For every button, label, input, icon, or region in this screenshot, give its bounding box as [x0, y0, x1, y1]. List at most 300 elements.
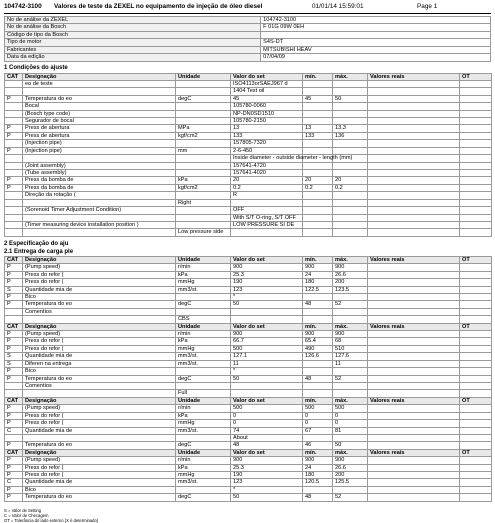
cell-ot	[460, 457, 492, 464]
cell-actual-values	[368, 95, 460, 102]
cell-unit: mm3/st.	[176, 360, 231, 367]
cell-max	[333, 192, 368, 199]
cell-ot	[460, 353, 492, 360]
header-part-number: 104742-3100	[4, 3, 42, 10]
cell-ot	[460, 338, 492, 345]
cell-actual-values	[368, 286, 460, 293]
cell-set-value: OFF	[231, 207, 303, 214]
table-row	[5, 375, 492, 382]
cell-ot	[460, 301, 492, 308]
cell-actual-values	[368, 479, 460, 486]
cell-min	[303, 192, 333, 199]
cell-max	[333, 368, 368, 375]
cell-designation: (Pump speed)	[23, 331, 176, 338]
cell-designation: Comentios	[23, 308, 176, 315]
cell-ot	[460, 162, 492, 169]
cell-ot	[460, 331, 492, 338]
section2-title: 2 Especificação do aju	[4, 240, 69, 247]
cell-cat: P	[5, 271, 23, 278]
cell-min	[303, 390, 333, 397]
cell-unit: mm3/st.	[176, 286, 231, 293]
cell-cat: P	[5, 486, 23, 493]
cell-actual-values	[368, 405, 460, 412]
table-row	[5, 162, 492, 169]
cell-set-value: 900	[231, 457, 303, 464]
cell-cat	[5, 390, 23, 397]
cell-max: 11	[333, 360, 368, 367]
cell-min: 0.2	[303, 184, 333, 191]
cell-designation: Press do refor (	[23, 420, 176, 427]
cell-designation: Temperatura do eo	[23, 375, 176, 382]
table-row	[5, 229, 492, 236]
cell-max: 0	[333, 412, 368, 419]
cell-set-value: 190	[231, 472, 303, 479]
cell-ot	[460, 434, 492, 441]
cell-ot	[460, 308, 492, 315]
cell-actual-values	[368, 420, 460, 427]
table-row	[5, 155, 492, 162]
cell-max	[333, 140, 368, 147]
cell-min: 20	[303, 177, 333, 184]
cell-cat: P	[5, 338, 23, 345]
cell-max: 26.6	[333, 464, 368, 471]
info-table	[4, 16, 491, 62]
cell-designation: Temperatura do eo	[23, 442, 176, 449]
cell-max	[333, 207, 368, 214]
cell-unit: mm3/st.	[176, 427, 231, 434]
cell-cat: P	[5, 184, 23, 191]
cell-ot	[460, 88, 492, 95]
cell-min: 122.5	[303, 286, 333, 293]
cell-designation: Quantidade mia de	[23, 479, 176, 486]
table-row	[5, 271, 492, 278]
full-load-delivery-table	[4, 256, 492, 502]
table-row	[5, 177, 492, 184]
table-row	[5, 301, 492, 308]
cell-unit: mmHg	[176, 345, 231, 352]
cell-designation: Press da bomba de	[23, 184, 176, 191]
cell-actual-values	[368, 442, 460, 449]
cell-max	[333, 118, 368, 125]
cell-cat: P	[5, 264, 23, 271]
cell-ot	[460, 494, 492, 501]
cell-cat: P	[5, 464, 23, 471]
cell-actual-values	[368, 375, 460, 382]
cell-designation: Press do refor (	[23, 345, 176, 352]
cell-cat	[5, 110, 23, 117]
cell-actual-values	[368, 88, 460, 95]
cell-max	[333, 434, 368, 441]
cell-cat	[5, 118, 23, 125]
cell-unit: r/min	[176, 331, 231, 338]
cell-max: 13.3	[333, 125, 368, 132]
cell-set-value: 157641-4020	[231, 170, 303, 177]
cell-set-value: 25.3	[231, 464, 303, 471]
cell-actual-values	[368, 229, 460, 236]
cell-designation: Press do refor (	[23, 464, 176, 471]
cell-actual-values	[368, 293, 460, 300]
info-label: Data da edição	[5, 54, 261, 61]
adjustment-conditions-table	[4, 73, 492, 237]
info-value	[261, 31, 491, 38]
cell-designation: Bico	[23, 486, 176, 493]
cell-min	[303, 293, 333, 300]
cell-min	[303, 360, 333, 367]
cell-max: 136	[333, 132, 368, 139]
cell-cat	[5, 207, 23, 214]
cell-unit: mm	[176, 147, 231, 154]
column-header-cat: CAT	[5, 449, 23, 456]
cell-actual-values	[368, 214, 460, 221]
info-row	[5, 24, 491, 31]
cell-min: 24	[303, 464, 333, 471]
cell-set-value: About	[231, 434, 303, 441]
cell-actual-values	[368, 353, 460, 360]
cell-actual-values	[368, 494, 460, 501]
cell-actual-values	[368, 125, 460, 132]
cell-max: 26.6	[333, 271, 368, 278]
cell-designation: eo de teste	[23, 80, 176, 87]
cell-set-value	[231, 382, 303, 389]
column-header-set-value: Valor do set	[231, 256, 303, 263]
cell-min: 900	[303, 264, 333, 271]
cell-cat	[5, 88, 23, 95]
cell-cat: P	[5, 177, 23, 184]
cell-cat: C	[5, 427, 23, 434]
cell-actual-values	[368, 184, 460, 191]
cell-max: 52	[333, 494, 368, 501]
cell-max: 900	[333, 457, 368, 464]
cell-unit: Right	[176, 199, 231, 206]
cell-ot	[460, 103, 492, 110]
cell-actual-values	[368, 110, 460, 117]
cell-designation: (Timer measuring device installation position )	[23, 221, 176, 228]
cell-max: 52	[333, 301, 368, 308]
column-header-cat: CAT	[5, 323, 23, 330]
table-row	[5, 464, 492, 471]
cell-cat: P	[5, 345, 23, 352]
cell-designation: Comentios	[23, 382, 176, 389]
header-title: Valores de teste da ZEXEL no equipamento de injeção de óleo diesel	[54, 3, 263, 10]
cell-set-value: 74	[231, 427, 303, 434]
cell-min: 133	[303, 132, 333, 139]
column-header-ot: OT	[460, 397, 492, 404]
cell-designation	[23, 390, 176, 397]
info-value: 07/04/09	[261, 54, 491, 61]
cell-ot	[460, 221, 492, 228]
cell-set-value: 48	[231, 442, 303, 449]
cell-max	[333, 221, 368, 228]
cell-cat: P	[5, 420, 23, 427]
cell-unit	[176, 486, 231, 493]
cell-ot	[460, 184, 492, 191]
cell-ot	[460, 486, 492, 493]
cell-ot	[460, 360, 492, 367]
cell-ot	[460, 345, 492, 352]
cell-cat: P	[5, 405, 23, 412]
info-row	[5, 54, 491, 61]
table-row	[5, 472, 492, 479]
cell-designation: Direção da rotação (	[23, 192, 176, 199]
cell-ot	[460, 147, 492, 154]
cell-cat: P	[5, 457, 23, 464]
cell-set-value: 157641-4720	[231, 162, 303, 169]
cell-actual-values	[368, 170, 460, 177]
table-row	[5, 199, 492, 206]
cell-set-value: 0	[231, 412, 303, 419]
table-row	[5, 264, 492, 271]
cell-set-value: 105780-0060	[231, 103, 303, 110]
column-header-set-value: Valor do set	[231, 73, 303, 80]
cell-ot	[460, 264, 492, 271]
header-datetime: 01/01/14 15:59:01	[312, 3, 364, 10]
cell-designation: (Pump speed)	[23, 405, 176, 412]
cell-unit: kPa	[176, 177, 231, 184]
column-header-designation: Designação	[23, 73, 176, 80]
cell-min	[303, 486, 333, 493]
table-row	[5, 331, 492, 338]
table-row	[5, 479, 492, 486]
cell-designation: Press do refor (	[23, 412, 176, 419]
cell-actual-values	[368, 147, 460, 154]
cell-designation: Press de abertura	[23, 132, 176, 139]
cell-unit: mmHg	[176, 279, 231, 286]
cell-max: 900	[333, 264, 368, 271]
cell-designation: Press da bomba de	[23, 177, 176, 184]
cell-set-value: 50	[231, 301, 303, 308]
cell-min	[303, 199, 333, 206]
cell-set-value: 123	[231, 479, 303, 486]
cell-max	[333, 214, 368, 221]
column-header-ot: OT	[460, 73, 492, 80]
cell-cat	[5, 192, 23, 199]
cell-ot	[460, 229, 492, 236]
footer-note-setting: S = Valor de Setting	[4, 507, 42, 513]
column-header-max: máx.	[333, 73, 368, 80]
cell-actual-values	[368, 140, 460, 147]
cell-set-value: 123	[231, 286, 303, 293]
cell-max	[333, 162, 368, 169]
cell-min	[303, 88, 333, 95]
cell-min: 46	[303, 442, 333, 449]
cell-max: 81	[333, 427, 368, 434]
column-header-designation: Designação	[23, 397, 176, 404]
cell-max	[333, 170, 368, 177]
cell-cat	[5, 80, 23, 87]
table-row	[5, 420, 492, 427]
section1-title: 1 Condições do ajuste	[4, 64, 68, 71]
cell-actual-values	[368, 464, 460, 471]
cell-cat: P	[5, 301, 23, 308]
cell-min: 48	[303, 301, 333, 308]
cell-designation	[23, 199, 176, 206]
cell-actual-values	[368, 207, 460, 214]
cell-min: 65.4	[303, 338, 333, 345]
table-row	[5, 457, 492, 464]
cell-min	[303, 103, 333, 110]
cell-designation	[23, 88, 176, 95]
table-row	[5, 207, 492, 214]
cell-ot	[460, 464, 492, 471]
column-header-row	[5, 73, 492, 80]
cell-set-value	[231, 199, 303, 206]
column-header-unit: Unidade	[176, 256, 231, 263]
cell-min	[303, 80, 333, 87]
cell-min: 180	[303, 279, 333, 286]
info-label: No de análise da ZEXEL	[5, 17, 261, 24]
cell-set-value: NP-DN0SD1510	[231, 110, 303, 117]
table-row	[5, 147, 492, 154]
cell-ot	[460, 118, 492, 125]
cell-actual-values	[368, 118, 460, 125]
cell-max	[333, 390, 368, 397]
cell-min	[303, 229, 333, 236]
cell-ot	[460, 405, 492, 412]
cell-set-value: 190	[231, 279, 303, 286]
cell-ot	[460, 192, 492, 199]
info-value: S4S-DT	[261, 39, 491, 46]
cell-min	[303, 316, 333, 323]
cell-designation: Press do refor (	[23, 472, 176, 479]
cell-min	[303, 214, 333, 221]
cell-min: 490	[303, 345, 333, 352]
cell-actual-values	[368, 192, 460, 199]
cell-cat	[5, 140, 23, 147]
cell-unit	[176, 214, 231, 221]
cell-actual-values	[368, 368, 460, 375]
cell-min	[303, 162, 333, 169]
cell-max	[333, 316, 368, 323]
column-header-unit: Unidade	[176, 449, 231, 456]
cell-unit	[176, 382, 231, 389]
cell-cat	[5, 155, 23, 162]
cell-actual-values	[368, 301, 460, 308]
cell-designation: Bico	[23, 368, 176, 375]
column-header-max: máx.	[333, 449, 368, 456]
cell-designation: Temperatura do eo	[23, 494, 176, 501]
table-row	[5, 486, 492, 493]
cell-min: 0	[303, 420, 333, 427]
cell-ot	[460, 368, 492, 375]
cell-min	[303, 147, 333, 154]
column-header-set-value: Valor do set	[231, 323, 303, 330]
cell-set-value: 2-6-450	[231, 147, 303, 154]
cell-max: 200	[333, 472, 368, 479]
cell-unit	[176, 221, 231, 228]
cell-cat	[5, 434, 23, 441]
cell-max: 50	[333, 95, 368, 102]
cell-unit: degC	[176, 442, 231, 449]
cell-unit: CBS	[176, 316, 231, 323]
cell-ot	[460, 316, 492, 323]
cell-cat: S	[5, 353, 23, 360]
cell-max: 127.6	[333, 353, 368, 360]
table-row	[5, 434, 492, 441]
table-row	[5, 286, 492, 293]
cell-set-value: 45	[231, 95, 303, 102]
cell-max	[333, 293, 368, 300]
cell-unit	[176, 368, 231, 375]
cell-unit	[176, 80, 231, 87]
cell-designation: Temperatura do eo	[23, 95, 176, 102]
cell-unit	[176, 155, 231, 162]
cell-set-value: 20	[231, 177, 303, 184]
cell-cat: P	[5, 279, 23, 286]
cell-min: 126.6	[303, 353, 333, 360]
cell-designation: Segurador de bocal	[23, 118, 176, 125]
cell-ot	[460, 293, 492, 300]
table-row	[5, 427, 492, 434]
cell-unit: kPa	[176, 338, 231, 345]
table-row	[5, 338, 492, 345]
table-row	[5, 405, 492, 412]
cell-max	[333, 308, 368, 315]
cell-set-value: 105780-2150	[231, 118, 303, 125]
cell-set-value: *	[231, 486, 303, 493]
table-row	[5, 390, 492, 397]
cell-cat	[5, 308, 23, 315]
cell-set-value: 500	[231, 405, 303, 412]
cell-cat: P	[5, 95, 23, 102]
table-row	[5, 118, 492, 125]
info-value: F 01G 09W 0EH	[261, 24, 491, 31]
cell-actual-values	[368, 360, 460, 367]
cell-min: 48	[303, 375, 333, 382]
column-header-max: máx.	[333, 256, 368, 263]
cell-designation: (Tube assembly)	[23, 170, 176, 177]
cell-actual-values	[368, 177, 460, 184]
cell-cat: S	[5, 286, 23, 293]
cell-designation: (Injection pipe)	[23, 140, 176, 147]
cell-actual-values	[368, 345, 460, 352]
cell-unit	[176, 170, 231, 177]
cell-designation: (Pump speed)	[23, 457, 176, 464]
column-header-min: mín.	[303, 73, 333, 80]
cell-set-value: 50	[231, 375, 303, 382]
cell-max: 52	[333, 375, 368, 382]
cell-cat: P	[5, 132, 23, 139]
column-header-actual-values: Valores reais	[368, 323, 460, 330]
cell-designation: (Pump speed)	[23, 264, 176, 271]
info-row	[5, 17, 491, 24]
cell-unit	[176, 140, 231, 147]
table-row	[5, 184, 492, 191]
cell-actual-values	[368, 457, 460, 464]
cell-actual-values	[368, 221, 460, 228]
column-header-cat: CAT	[5, 256, 23, 263]
cell-cat	[5, 214, 23, 221]
column-header-ot: OT	[460, 449, 492, 456]
cell-max	[333, 80, 368, 87]
cell-unit: degC	[176, 301, 231, 308]
cell-designation: Bocal	[23, 103, 176, 110]
cell-unit: mm3/st.	[176, 479, 231, 486]
column-header-row	[5, 449, 492, 456]
cell-actual-values	[368, 162, 460, 169]
column-header-unit: Unidade	[176, 397, 231, 404]
table-row	[5, 170, 492, 177]
cell-cat: P	[5, 368, 23, 375]
table-row	[5, 221, 492, 228]
cell-cat	[5, 162, 23, 169]
cell-designation: Press do refor (	[23, 338, 176, 345]
cell-min: 45	[303, 95, 333, 102]
cell-cat	[5, 316, 23, 323]
cell-unit	[176, 207, 231, 214]
cell-ot	[460, 214, 492, 221]
cell-cat: P	[5, 412, 23, 419]
cell-min	[303, 221, 333, 228]
